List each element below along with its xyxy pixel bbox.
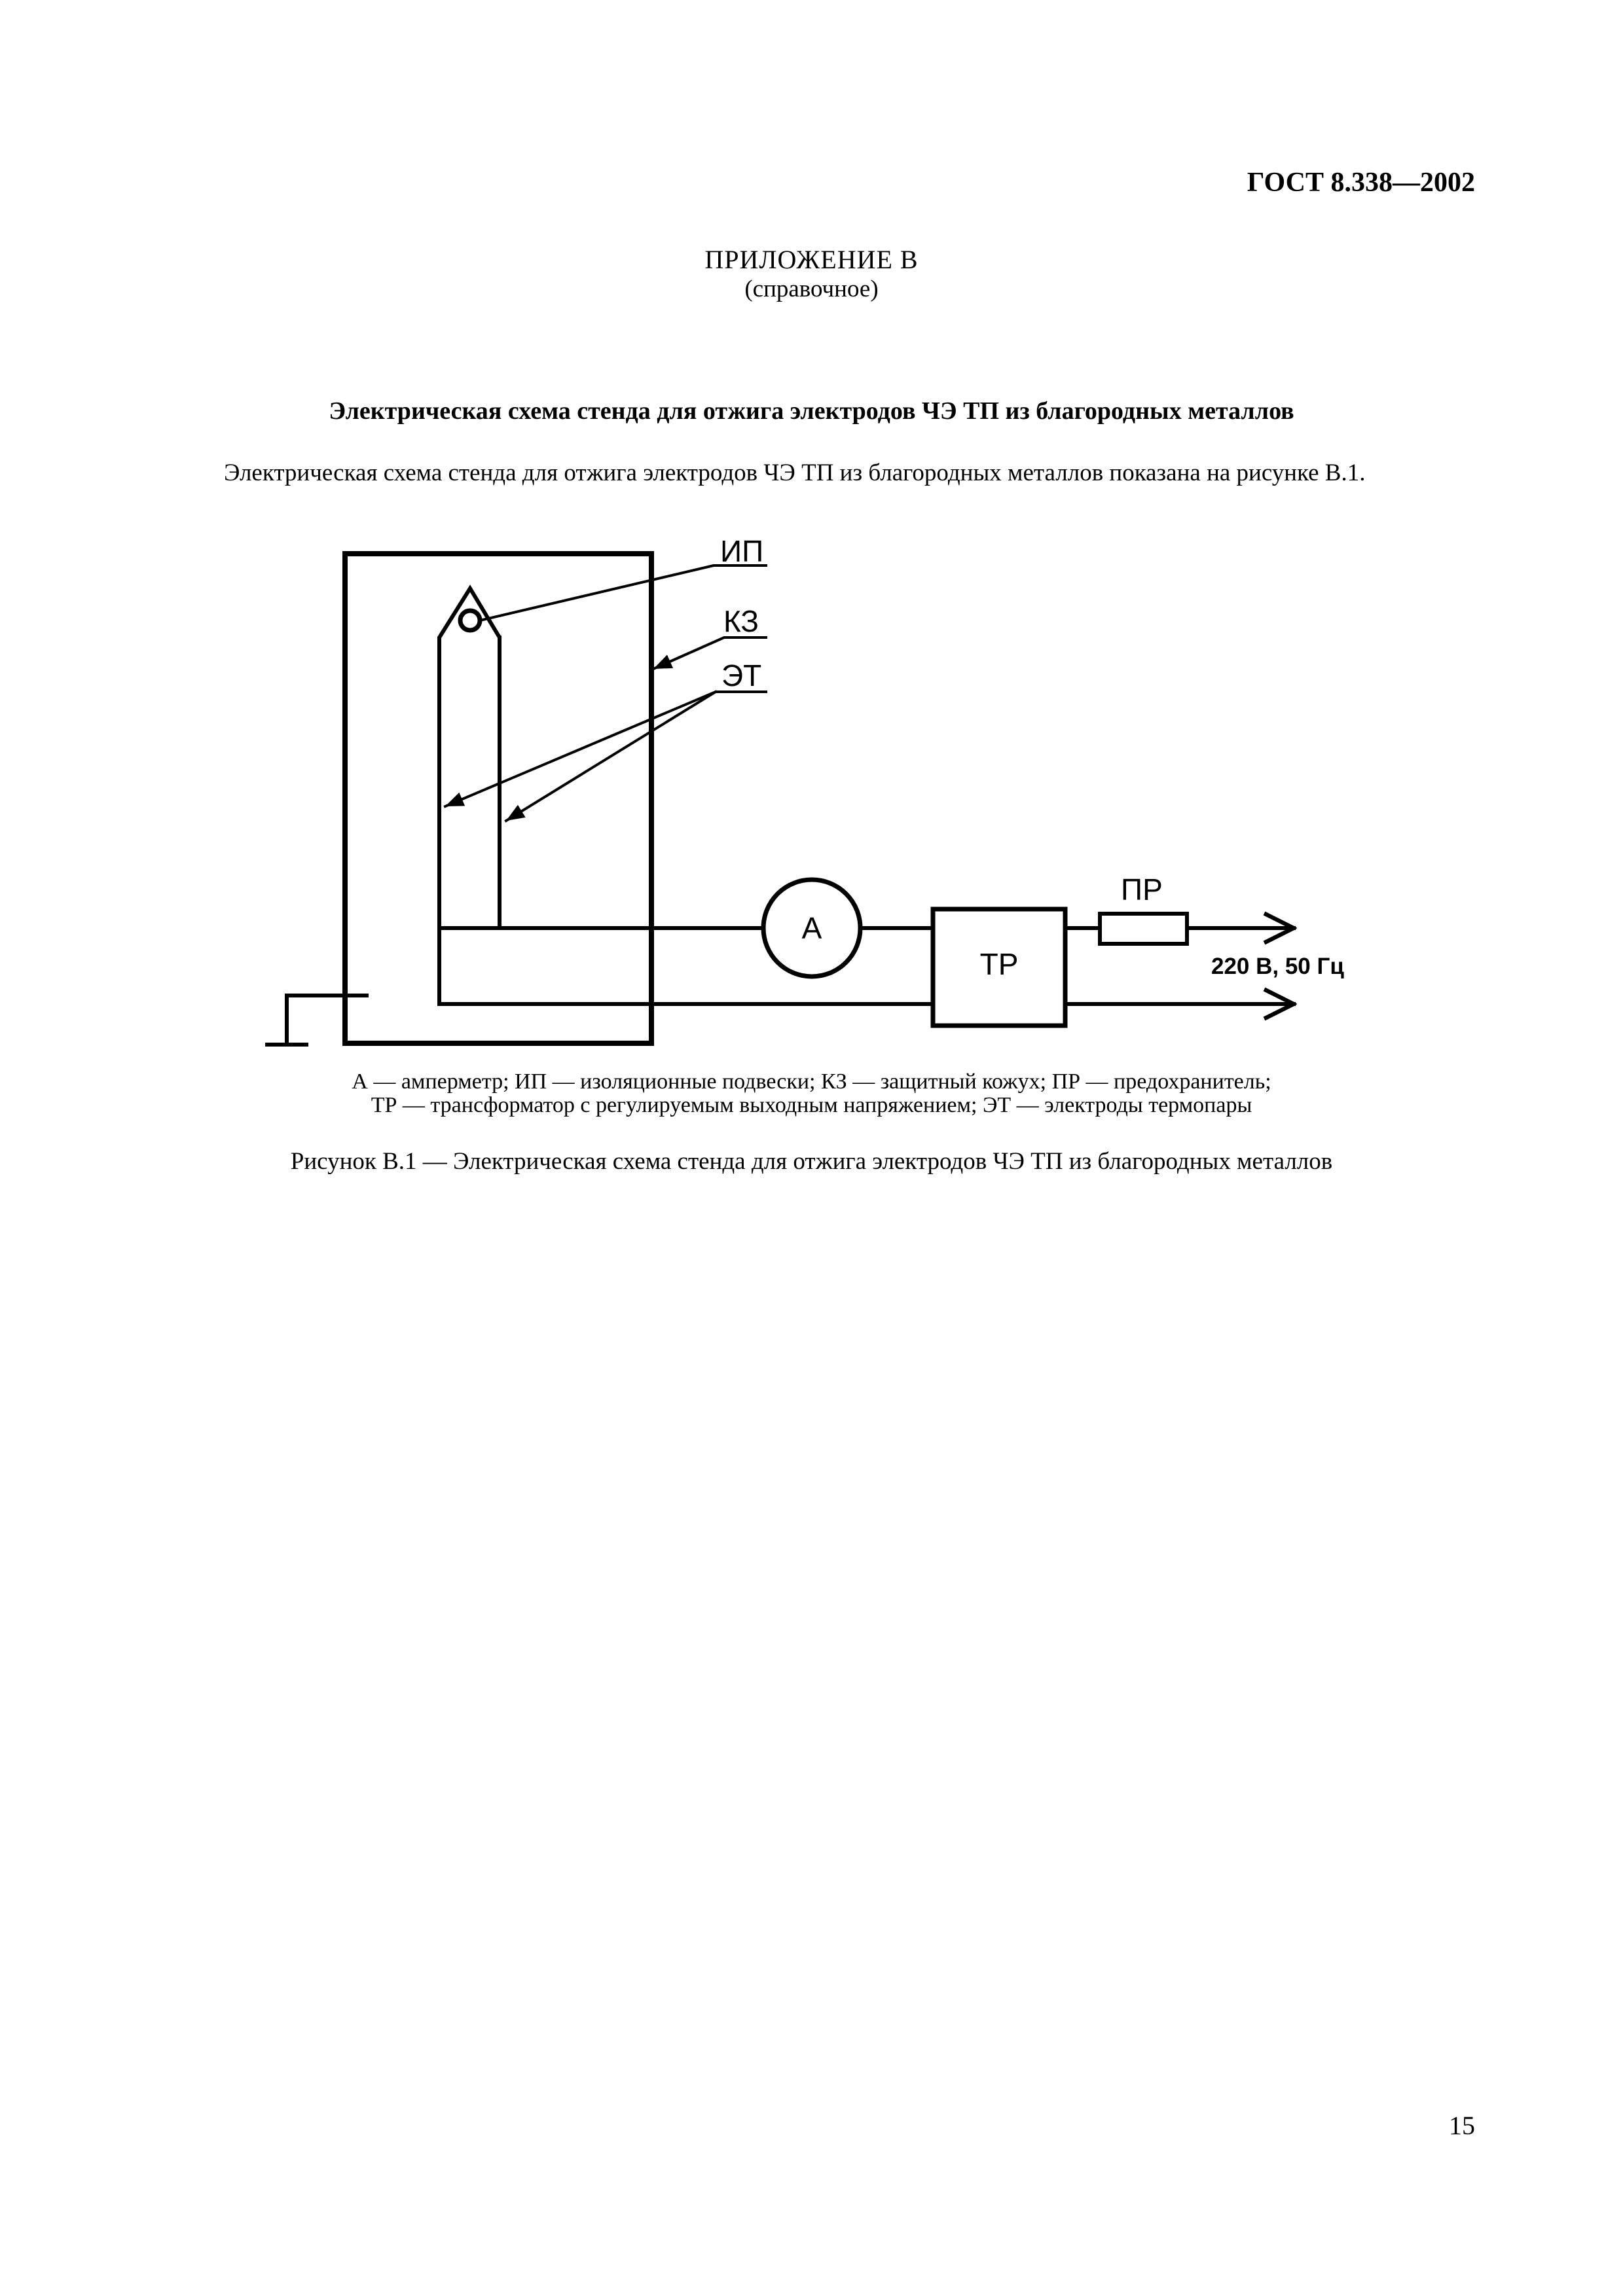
page-number: 15 (1449, 2111, 1475, 2140)
body-paragraph: Электрическая схема стенда для отжига электродов ЧЭ ТП из благородных металлов показана на рисунке В.1. (224, 459, 1366, 486)
leader-electrodes-b (506, 692, 716, 821)
figure-caption: Рисунок В.1 — Электрическая схема стенда для отжига электродов ЧЭ ТП из благородных металлов (290, 1148, 1333, 1175)
label-cover: КЗ (723, 604, 759, 638)
insulator-ring (460, 611, 480, 630)
label-electrodes: ЭТ (721, 658, 762, 692)
section-heading: Электрическая схема стенда для отжига электродов ЧЭ ТП из благородных металлов (329, 397, 1294, 425)
label-transformer: ТР (979, 947, 1019, 981)
legend-line-2: ТР — трансформатор с регулируемым выходным напряжением; ЭТ — электроды термопары (371, 1093, 1252, 1117)
circuit-diagram (0, 0, 1623, 1060)
appendix-title: ПРИЛОЖЕНИЕ В (704, 245, 919, 274)
label-insulation: ИП (720, 534, 764, 568)
label-fuse: ПР (1121, 872, 1163, 906)
appendix-subtitle: (справочное) (744, 276, 879, 302)
label-ammeter: А (801, 911, 822, 945)
label-supply: 220 В, 50 Гц (1211, 954, 1344, 979)
fuse (1100, 914, 1187, 944)
ground-symbol (267, 996, 367, 1045)
leader-electrodes-a (445, 692, 766, 806)
standard-number: ГОСТ 8.338—2002 (1247, 168, 1475, 198)
legend-line-1: А — амперметр; ИП — изоляционные подвески; КЗ — защитный кожух; ПР — предохранитель; (352, 1069, 1271, 1094)
